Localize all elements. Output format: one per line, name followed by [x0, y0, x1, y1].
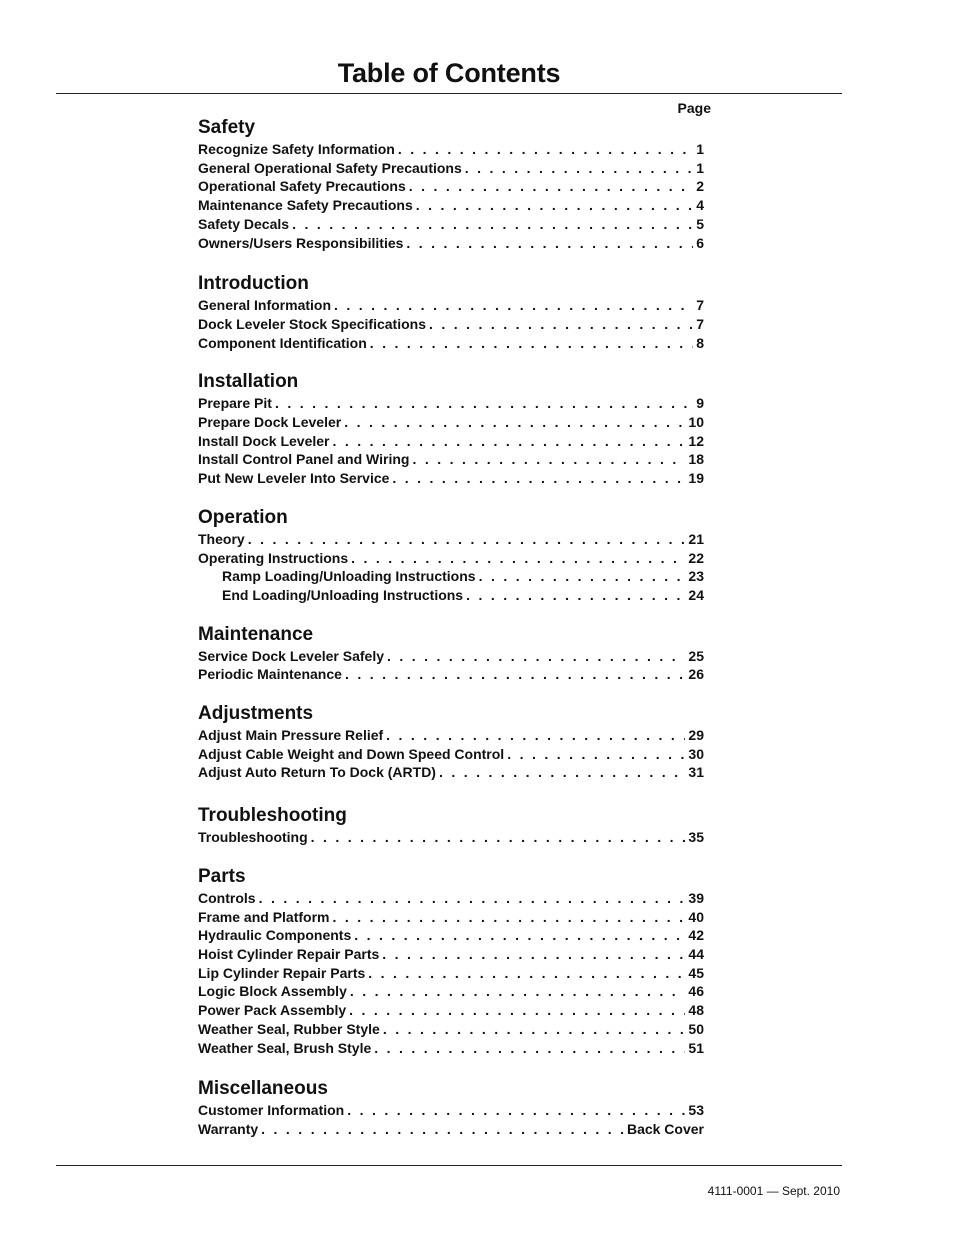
toc-entry[interactable] [198, 926, 704, 945]
dot-leader [350, 982, 686, 1001]
section-title: Safety [198, 117, 256, 138]
toc-entry-page: 8 [696, 334, 704, 351]
toc-entry[interactable] [198, 908, 704, 927]
toc-entry-label: Operating Instructions [198, 549, 349, 566]
toc-entry-label: Weather Seal, Rubber Style [198, 1020, 380, 1037]
toc-entry-page: 25 [688, 647, 704, 664]
toc-entry-label: Dock Leveler Stock Specifications [198, 315, 426, 332]
dot-leader [507, 745, 685, 764]
dot-leader [259, 889, 686, 908]
toc-entry-page: 48 [688, 1002, 704, 1019]
toc-entry[interactable] [198, 982, 704, 1001]
dot-leader [398, 140, 693, 159]
toc-entry-label: Frame and Platform [198, 908, 330, 925]
section-title: Introduction [198, 273, 309, 295]
toc-entry[interactable] [198, 469, 704, 488]
toc-entry-page: 21 [688, 530, 704, 547]
section-title: Troubleshooting [198, 805, 347, 827]
toc-entry[interactable] [198, 140, 704, 159]
toc-entry-label: Logic Block Assembly [198, 983, 347, 1000]
toc-entry-label: Adjust Cable Weight and Down Speed Control [198, 745, 505, 762]
toc-entry-label: Maintenance Safety Precautions [198, 197, 413, 214]
toc-entry-page: 45 [688, 964, 704, 981]
dot-leader [466, 586, 685, 605]
toc-entry[interactable] [198, 945, 704, 964]
dot-leader [368, 964, 685, 983]
toc-entry[interactable] [198, 549, 704, 568]
toc-entry-label: Owners/Users Responsibilities [198, 234, 404, 251]
toc-entry-page: 42 [688, 927, 704, 944]
toc-entry-label: Install Dock Leveler [198, 432, 330, 449]
dot-leader [383, 1020, 686, 1039]
toc-entry-label: Warranty [198, 1120, 259, 1137]
toc-entry[interactable] [198, 1001, 704, 1020]
dot-leader [429, 315, 693, 334]
toc-entry-page: 12 [688, 432, 704, 449]
toc-entry[interactable] [198, 1020, 704, 1039]
top-divider [56, 93, 842, 94]
dot-leader [347, 1101, 685, 1120]
toc-entry-label: Lip Cylinder Repair Parts [198, 964, 366, 981]
toc-entry-label: General Information [198, 297, 332, 314]
dot-leader [392, 469, 685, 488]
document-footer: 4111-0001 — Sept. 2010 [707, 1184, 840, 1198]
section-title: Adjustments [198, 703, 314, 725]
toc-entry-page: 5 [696, 215, 704, 232]
toc-entry[interactable] [198, 450, 704, 469]
dot-leader [382, 945, 685, 964]
section-title: Operation [198, 506, 288, 528]
toc-entry-label: End Loading/Unloading Instructions [222, 586, 464, 603]
toc-entry[interactable] [198, 745, 704, 764]
toc-entry-page: 1 [696, 159, 704, 176]
toc-entry-label: General Operational Safety Precautions [198, 159, 462, 176]
toc-entry-label: Power Pack Assembly [198, 1002, 347, 1019]
toc-entry-page: 46 [688, 983, 704, 1000]
toc-entry[interactable] [198, 647, 704, 666]
toc-entry-page: 7 [696, 315, 704, 332]
dot-leader [349, 1001, 685, 1020]
toc-entry[interactable] [198, 315, 704, 334]
toc-entry[interactable] [198, 567, 704, 586]
toc-entry[interactable] [198, 586, 704, 605]
toc-entry-label: Safety Decals [198, 215, 290, 232]
toc-entry-page: 30 [688, 745, 704, 762]
toc-entry[interactable] [198, 177, 704, 196]
toc-entry-page: 4 [696, 197, 704, 214]
dot-leader [354, 926, 685, 945]
dot-leader [409, 177, 693, 196]
dot-leader [332, 908, 685, 927]
toc-entry-label: Component Identification [198, 334, 367, 351]
toc-entry-page: 10 [688, 414, 704, 431]
toc-entry-label: Theory [198, 530, 245, 547]
toc-section [198, 116, 704, 252]
toc-entry-page: 24 [688, 586, 704, 603]
toc-entry[interactable] [198, 296, 704, 315]
dot-leader [261, 1120, 624, 1139]
toc-entry[interactable] [198, 964, 704, 983]
toc-entry-label: Install Control Panel and Wiring [198, 451, 410, 468]
toc-entry-page: 1 [696, 141, 704, 157]
dot-leader [386, 726, 685, 745]
toc-entry-page: 7 [696, 297, 704, 314]
toc-section [198, 1077, 704, 1138]
dot-leader [311, 828, 686, 847]
toc-entry-page: 39 [688, 889, 704, 906]
dot-leader [465, 159, 693, 178]
toc-entry-label: Hydraulic Components [198, 927, 352, 944]
toc-entry-label: Adjust Auto Return To Dock (ARTD) [198, 764, 436, 781]
toc-entry[interactable] [198, 334, 704, 353]
toc-entry-page: 26 [688, 666, 704, 683]
toc-section [198, 623, 704, 684]
toc-section [198, 272, 704, 352]
toc-entry-label: Adjust Main Pressure Relief [198, 727, 384, 744]
toc-entry-label: Hoist Cylinder Repair Parts [198, 945, 380, 962]
toc-entry-label: Put New Leveler Into Service [198, 470, 390, 487]
toc-entry[interactable] [198, 828, 704, 847]
toc-entry-page: 23 [688, 568, 704, 585]
section-title: Miscellaneous [198, 1078, 328, 1100]
dot-leader [248, 530, 686, 549]
toc-entry[interactable] [198, 159, 704, 178]
toc-entry-label: Periodic Maintenance [198, 666, 342, 683]
toc-entry-page: 31 [688, 764, 704, 781]
page-column-heading: Page [677, 100, 711, 116]
toc-entry-label: Service Dock Leveler Safely [198, 647, 385, 664]
toc-entry-label: Ramp Loading/Unloading Instructions [222, 568, 476, 585]
bottom-divider [56, 1165, 842, 1166]
toc-entry-page: 53 [688, 1102, 704, 1119]
toc-section [198, 804, 704, 847]
toc-section [198, 370, 704, 488]
toc-entry-page: 44 [688, 945, 704, 962]
section-title: Parts [198, 865, 246, 887]
toc-entry-label: Prepare Pit [198, 395, 272, 412]
toc-list [198, 116, 704, 1139]
toc-entry-page: 18 [688, 451, 704, 468]
toc-entry[interactable] [198, 530, 704, 549]
toc-entry-page: 51 [688, 1039, 704, 1056]
toc-entry[interactable] [198, 1120, 704, 1139]
toc-entry[interactable] [198, 1039, 704, 1058]
toc-entry-page: 50 [688, 1020, 704, 1037]
dot-leader [479, 567, 686, 586]
toc-entry-page: 40 [688, 908, 704, 925]
toc-entry-label: Customer Information [198, 1102, 345, 1119]
toc-entry-label: Troubleshooting [198, 829, 308, 846]
toc-entry[interactable] [198, 1101, 704, 1120]
dot-leader [406, 234, 693, 253]
dot-leader [439, 763, 685, 782]
toc-entry[interactable] [198, 726, 704, 745]
toc-entry-label: Prepare Dock Leveler [198, 414, 342, 431]
page-title: Table of Contents [337, 58, 561, 88]
toc-entry-page: 29 [688, 727, 704, 744]
toc-entry[interactable] [198, 763, 704, 782]
toc-entry-page: 35 [688, 829, 704, 846]
toc-entry[interactable] [198, 215, 704, 234]
dot-leader [412, 450, 685, 469]
dot-leader [275, 394, 693, 413]
toc-entry-label: Weather Seal, Brush Style [198, 1039, 372, 1056]
toc-entry[interactable] [198, 665, 704, 684]
toc-section [198, 865, 704, 1057]
dot-leader [334, 296, 693, 315]
dot-leader [351, 549, 685, 568]
dot-leader [292, 215, 693, 234]
toc-entry-page: 9 [696, 395, 704, 412]
toc-entry[interactable] [198, 432, 704, 451]
dot-leader [345, 665, 685, 684]
toc-entry-page: Back Cover [626, 1120, 704, 1137]
toc-entry[interactable] [198, 234, 704, 253]
toc-entry-page: 19 [688, 470, 704, 487]
toc-entry[interactable] [198, 394, 704, 413]
toc-section [198, 702, 704, 782]
toc-entry[interactable] [198, 889, 704, 908]
dot-leader [344, 413, 685, 432]
toc-entry[interactable] [198, 413, 704, 432]
section-title: Maintenance [198, 623, 314, 645]
toc-entry[interactable] [198, 196, 704, 215]
dot-leader [370, 334, 693, 353]
dot-leader [387, 647, 685, 666]
section-title: Installation [198, 371, 299, 393]
dot-leader [374, 1039, 685, 1058]
dot-leader [416, 196, 693, 215]
toc-entry-label: Controls [198, 889, 256, 906]
toc-entry-page: 2 [696, 178, 704, 195]
toc-section [198, 506, 704, 605]
toc-entry-label: Recognize Safety Information [198, 141, 395, 157]
toc-entry-label: Operational Safety Precautions [198, 178, 406, 195]
dot-leader [333, 432, 686, 451]
toc-entry-page: 6 [696, 234, 704, 251]
toc-entry-page: 22 [688, 549, 704, 566]
